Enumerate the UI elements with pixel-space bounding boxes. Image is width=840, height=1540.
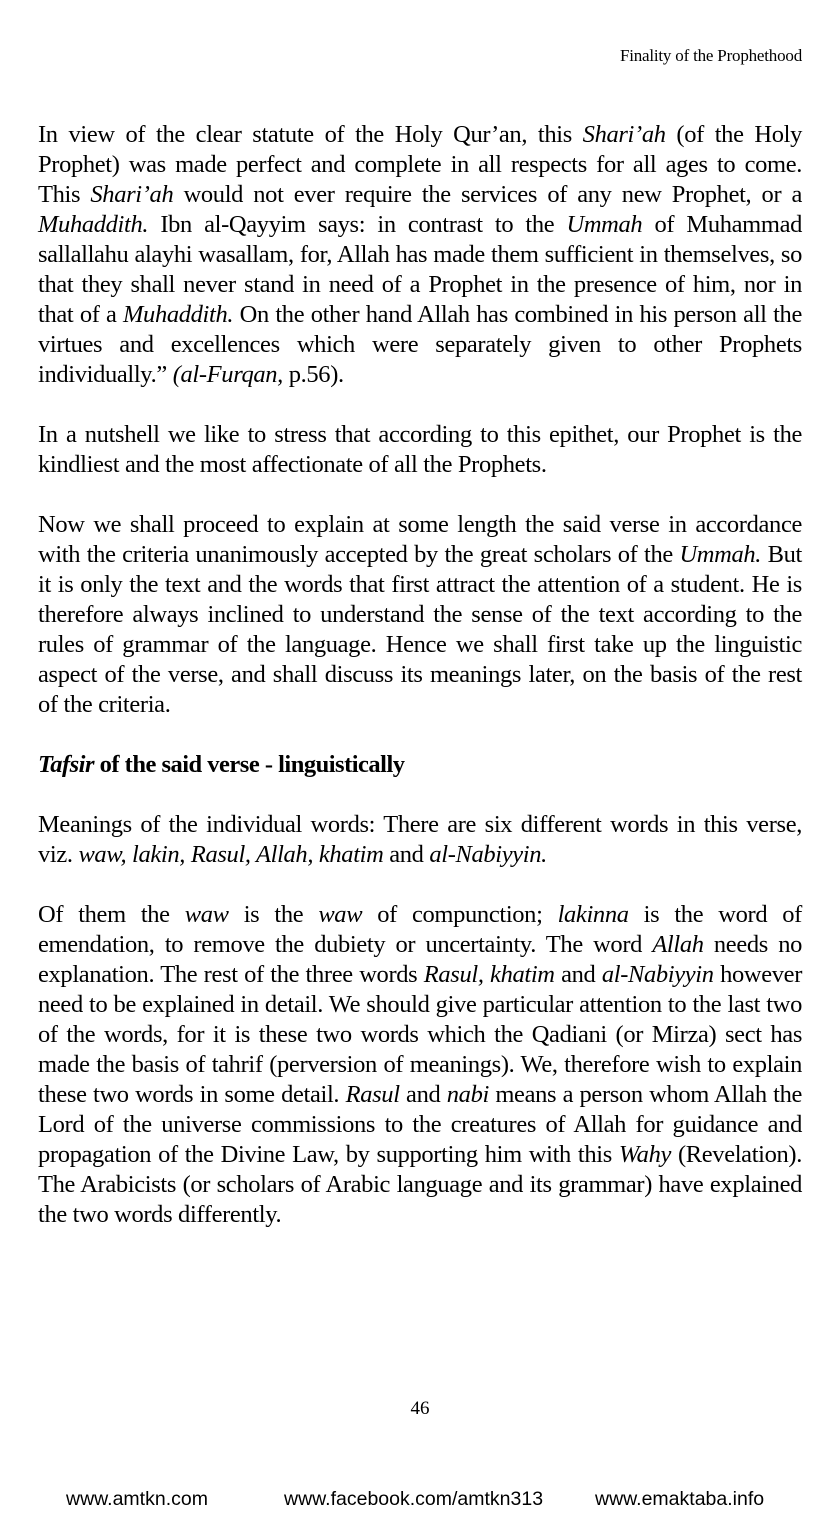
text-run: Now we shall proceed to explain at some length the said verse in accordance with the criteria unanimously accepted by the great scholars of the <box>38 511 802 568</box>
italic-term: waw <box>318 901 363 928</box>
italic-term: Ummah <box>566 211 643 238</box>
section-heading <box>38 750 802 780</box>
italic-term: Rasul, khatim <box>423 961 555 988</box>
text-run: But it is only the text and the words that first attract the attention of a student. He is therefore always inclined to understand the sense of the text according to the rules of grammar of the language. Hence we shall first take up the linguistic aspect of the verse, and shall discuss its meanings later, on the basis of the rest of the criteria. <box>38 541 802 718</box>
paragraph-explanation <box>38 900 802 1230</box>
italic-term: Shari’ah <box>582 121 666 148</box>
footer-link-facebook[interactable]: www.facebook.com/amtkn313 <box>284 1488 544 1510</box>
italic-term: al-Nabiyyin. <box>429 841 547 868</box>
footer-link-emaktaba[interactable]: www.emaktaba.info <box>595 1488 765 1510</box>
text-run: is the word of emendation, to remove the dubiety or uncertainty. The word <box>38 901 802 958</box>
text-run: is the <box>228 901 319 928</box>
italic-term: waw <box>184 901 229 928</box>
paragraph-nutshell: In a nutshell we like to stress that according to this epithet, our Prophet is the kindliest and the most affectionate of all the Prophets. <box>38 421 802 478</box>
footer-link-amtkn[interactable]: www.amtkn.com <box>66 1488 208 1510</box>
text-run: means a person whom Allah the Lord of the universe commissions to the creatures of Allah for guidance and propagation of the Divine Law, by supporting him with this <box>38 1081 802 1168</box>
text-run: and <box>383 841 430 868</box>
italic-citation: (al-Furqan, <box>172 361 283 388</box>
text-run: needs no explanation. The rest of the three words <box>38 931 802 988</box>
text-run: Of them the <box>38 901 185 928</box>
paragraph-criteria <box>38 510 802 720</box>
italic-term: Wahy <box>618 1141 672 1168</box>
text-run: and <box>554 961 602 988</box>
italic-term: Rasul <box>345 1081 400 1108</box>
running-head: Finality of the Prophethood <box>619 46 802 65</box>
paragraph-shariah <box>38 120 802 390</box>
italic-term: Shari’ah <box>90 181 174 208</box>
text-run: and <box>399 1081 447 1108</box>
text-run: however need to be explained in detail. We should give particular attention to the last two of the words, for it is these two words which the Qadiani (or Mirza) sect has made the basis of tahrif (perversion of meanings). We, therefore wish to explain these two words in some detail. <box>38 961 803 1108</box>
italic-term: lakinna <box>557 901 629 928</box>
italic-term: Muhaddith. <box>38 211 149 238</box>
paragraph-word-meanings <box>38 810 802 870</box>
italic-term: Allah <box>652 931 704 958</box>
italic-term: al-Nabiyyin <box>601 961 714 988</box>
text-run: On the other hand Allah has combined in his person all the virtues and excellences which were separately given to other Prophets individually.” <box>38 301 802 388</box>
text-run: Ibn al-Qayyim says: in contrast to the <box>148 211 567 238</box>
page-body <box>38 120 802 1230</box>
page-number: 46 <box>410 1398 430 1419</box>
text-run: Meanings of the individual words: There are six different words in this verse, viz. <box>38 811 802 868</box>
italic-term: nabi <box>446 1081 489 1108</box>
text-run: of the said verse - linguistically <box>94 751 405 778</box>
text-run: would not ever require the services of any new Prophet, or a <box>173 181 802 208</box>
text-run: In view of the clear statute of the Holy Qur’an, this <box>38 121 583 148</box>
text-run: of compunction; <box>362 901 558 928</box>
text-run: of Muhammad sallallahu alayhi wasallam, for, Allah has made them sufficient in themselves, so that they shall never stand in need of a Prophet in the presence of him, nor in that of a <box>38 211 803 328</box>
text-run: (of the Holy Prophet) was made perfect and complete in all respects for all ages to come. This <box>38 121 802 208</box>
text-run: p.56). <box>282 361 344 388</box>
text-run: (Revelation). The Arabicists (or scholars of Arabic language and its grammar) have explained the two words differently. <box>38 1141 802 1228</box>
italic-term: Muhaddith. <box>123 301 234 328</box>
italic-term: Tafsir <box>38 751 95 778</box>
italic-term: waw, lakin, Rasul, Allah, khatim <box>78 841 384 868</box>
italic-term: Ummah. <box>679 541 762 568</box>
